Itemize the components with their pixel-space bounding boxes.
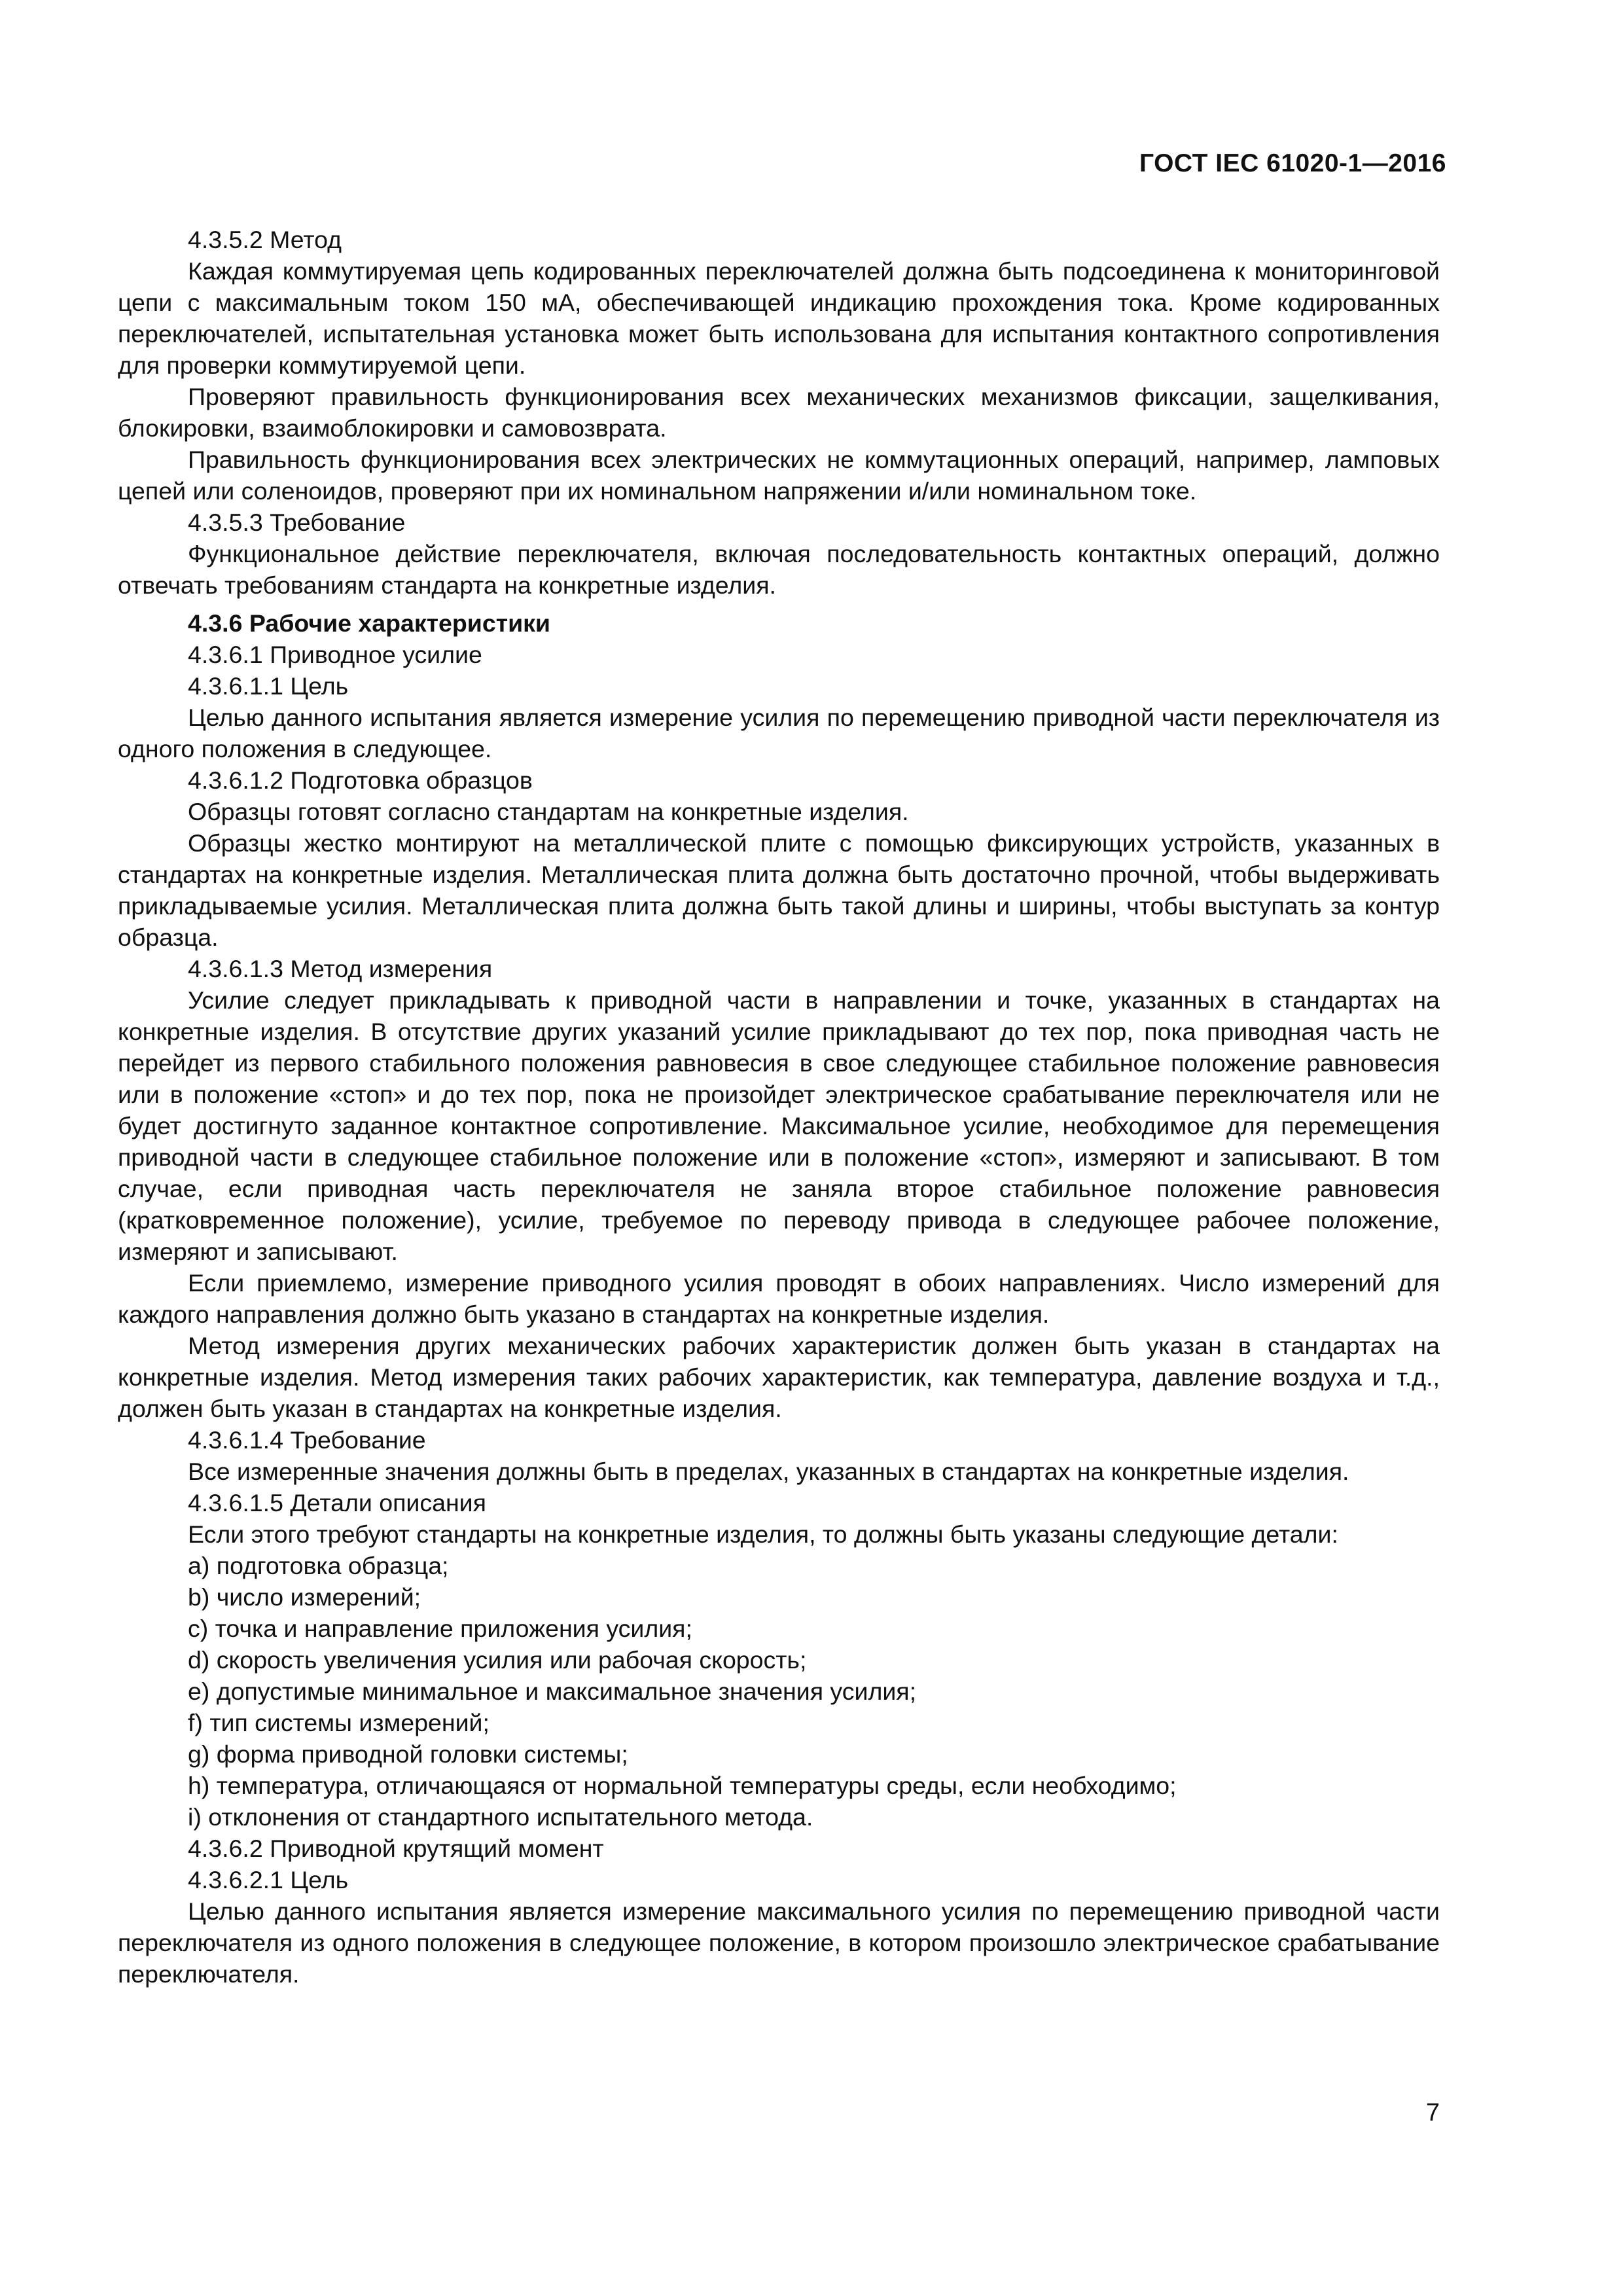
paragraph-details-intro: Если этого требуют стандарты на конкретные изделия, то должны быть указаны следующие детали:	[188, 1520, 1338, 1548]
list-item: d) скорость увеличения усилия или рабочая скорость;	[188, 1646, 807, 1674]
list-item: i) отклонения от стандартного испытательного метода.	[188, 1803, 813, 1831]
paragraph-purpose: Целью данного испытания является измерение усилия по перемещению приводной части переключателя из одного положения в следующее.	[118, 704, 1440, 762]
subsection-title-method: 4.3.5.2 Метод	[188, 226, 342, 253]
subsection-title-description-details: 4.3.6.1.5 Детали описания	[188, 1489, 486, 1516]
subsection-title-measurement-method: 4.3.6.1.3 Метод измерения	[188, 955, 493, 982]
subsection-title-purpose: 4.3.6.1.1 Цель	[188, 672, 349, 700]
paragraph-both-directions: Если приемлемо, измерение приводного усилия проводят в обоих направлениях. Число измерений для каждого направления должно быть указано в стандартах на конкретные изделия.	[118, 1269, 1440, 1328]
paragraph-torque-purpose: Целью данного испытания является измерение максимального усилия по перемещению приводной части переключателя из одного положения в следующее положение, в котором произошло электрическое срабатывание переключателя.	[118, 1897, 1440, 1988]
list-item: c) точка и направление приложения усилия;	[188, 1615, 692, 1642]
subsection-title-requirement: 4.3.5.3 Требование	[188, 509, 406, 536]
list-item: h) температура, отличающаяся от нормальной температуры среды, если необходимо;	[188, 1772, 1177, 1799]
paragraph-force-application: Усилие следует прикладывать к приводной части в направлении и точке, указанных в стандартах на конкретные изделия. В отсутствие других указаний усилие прикладывают до тех пор, пока приводная часть не перейдет из первого стабильного положения равновесия в свое следующее стабильное положение равновесия или в положение «стоп» и до тех пор, пока не произойдет электрическое срабатывание переключателя или не будет достигнуто заданное контактное сопротивление. Максимальное усилие, необходимое для перемещения приводной части в следующее стабильное положение или в положение «стоп», измеряют и записывают. В том случае, если приводная часть переключателя не заняла второе стабильное положение равновесия (кратковременное положение), усилие, требуемое по переводу привода в следующее рабочее положение, измеряют и записывают.	[118, 986, 1440, 1265]
list-item: g) форма приводной головки системы;	[188, 1740, 628, 1768]
page-number: 7	[1425, 2099, 1440, 2126]
paragraph-measured-values: Все измеренные значения должны быть в пределах, указанных в стандартах на конкретные изделия.	[188, 1458, 1349, 1485]
page-header-standard-code: ГОСТ IEC 61020-1—2016	[1139, 149, 1446, 177]
paragraph-electrical-check: Правильность функционирования всех электрических не коммутационных операций, например, ламповых цепей или соленоидов, проверяют при их номинальном напряжении и/или номинальном токе.	[118, 446, 1440, 505]
subsection-title-sample-preparation: 4.3.6.1.2 Подготовка образцов	[188, 766, 533, 794]
list-item: f) тип системы измерений;	[188, 1709, 490, 1736]
paragraph-samples-prepared: Образцы готовят согласно стандартам на конкретные изделия.	[188, 798, 909, 825]
subsection-title-requirement-2: 4.3.6.1.4 Требование	[188, 1426, 426, 1454]
section-heading-operating-characteristics: 4.3.6 Рабочие характеристики	[188, 609, 550, 637]
subsection-title-purpose-2: 4.3.6.2.1 Цель	[188, 1866, 349, 1893]
paragraph-functional-action: Функциональное действие переключателя, включая последовательность контактных операций, должно отвечать требованиям стандарта на конкретные изделия.	[118, 540, 1440, 599]
list-item: a) подготовка образца;	[188, 1552, 449, 1579]
paragraph-other-characteristics: Метод измерения других механических рабочих характеристик должен быть указан в стандартах на конкретные изделия. Метод измерения таких рабочих характеристик, как температура, давление воздуха и т.д., должен быть указан в стандартах на конкретные изделия.	[118, 1332, 1440, 1422]
document-body	[118, 224, 1440, 1990]
subsection-title-actuating-force: 4.3.6.1 Приводное усилие	[188, 641, 482, 668]
list-item: b) число измерений;	[188, 1583, 421, 1611]
paragraph-mounting: Образцы жестко монтируют на металлической плите с помощью фиксирующих устройств, указанных в стандартах на конкретные изделия. Металлическая плита должна быть достаточно прочной, чтобы выдерживать прикладываемые усилия. Металлическая плита должна быть такой длины и ширины, чтобы выступать за контур образца.	[118, 829, 1440, 951]
paragraph-mechanical-check: Проверяют правильность функционирования всех механических механизмов фиксации, защелкивания, блокировки, взаимоблокировки и самовозврата.	[118, 383, 1440, 442]
list-item: e) допустимые минимальное и максимальное значения усилия;	[188, 1677, 917, 1705]
subsection-title-actuating-torque: 4.3.6.2 Приводной крутящий момент	[188, 1835, 604, 1862]
paragraph-coded-switch-circuit: Каждая коммутируемая цепь кодированных переключателей должна быть подсоединена к мониторинговой цепи с максимальным током 150 мА, обеспечивающей индикацию прохождения тока. Кроме кодированных переключателей, испытательная установка может быть использована для испытания контактного сопротивления для проверки коммутируемой цепи.	[118, 257, 1440, 379]
